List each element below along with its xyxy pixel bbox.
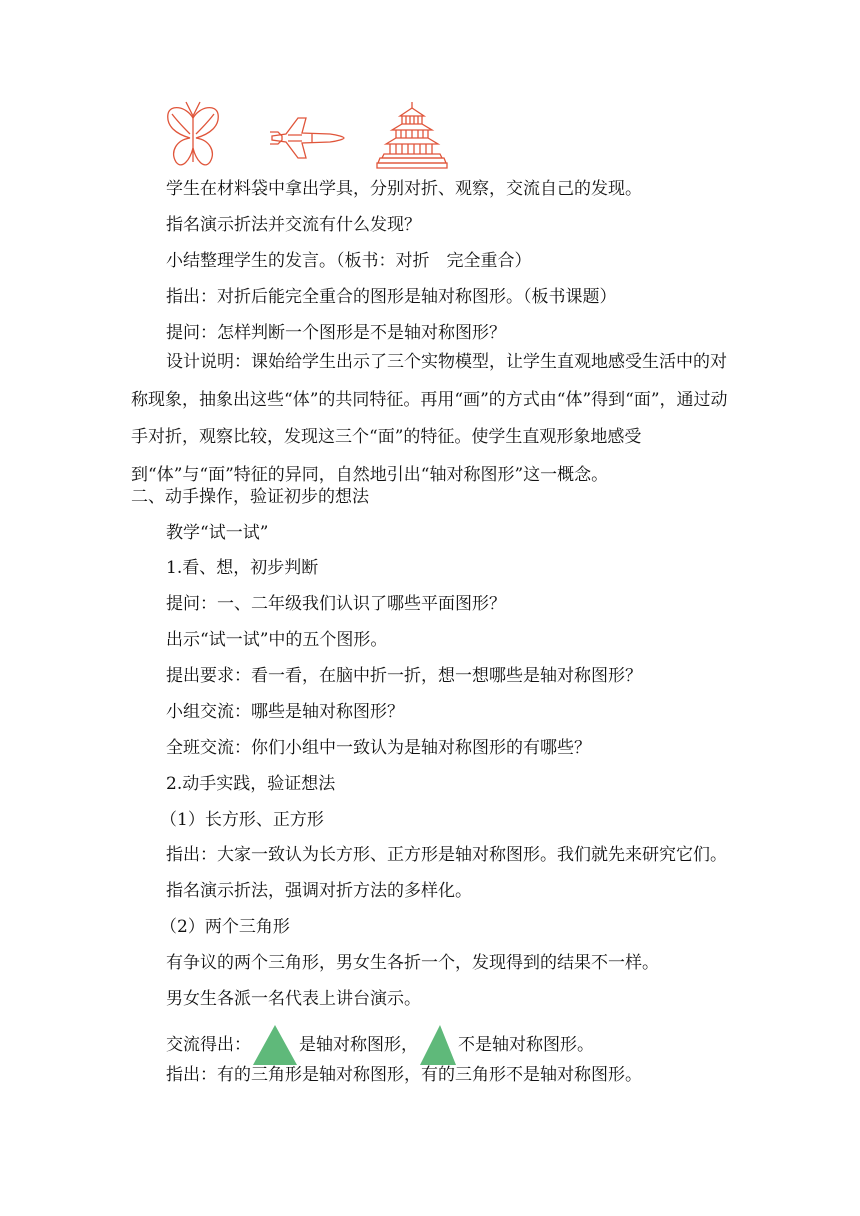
text-line: 指出：有的三角形是轴对称图形，有的三角形不是轴对称图形。 xyxy=(166,1065,642,1085)
isosceles-triangle-icon xyxy=(251,1023,299,1067)
conclusion-suffix: 不是轴对称图形。 xyxy=(458,1035,594,1055)
text-line: 指名演示折法，强调对折方法的多样化。 xyxy=(166,881,472,901)
section-heading: 二、动手操作，验证初步的想法 xyxy=(131,487,369,507)
text-line: 小结整理学生的发言。（板书：对折 完全重合） xyxy=(166,251,532,271)
text-line: 小组交流：哪些是轴对称图形？ xyxy=(166,702,404,722)
subsection-heading: 2.动手实践，验证想法 xyxy=(166,774,336,794)
conclusion-mid: 是轴对称图形， xyxy=(299,1035,418,1055)
text-line: 全班交流：你们小组中一致认为是轴对称图形的有哪些？ xyxy=(166,738,591,758)
text-line: 指名演示折法并交流有什么发现？ xyxy=(166,215,421,235)
text-line: 男女生各派一名代表上讲台演示。 xyxy=(166,989,421,1009)
text-line: （1）长方形、正方形 xyxy=(160,810,324,830)
text-line: 提出要求：看一看，在脑中折一折，想一想哪些是轴对称图形？ xyxy=(166,666,642,686)
object-icons-row xyxy=(160,100,480,172)
temple-icon xyxy=(376,100,448,172)
text-line: 指出：大家一致认为长方形、正方形是轴对称图形。我们就先来研究它们。 xyxy=(166,845,727,865)
text-line: （2）两个三角形 xyxy=(160,917,290,937)
design-note-text: 设计说明：课始给学生出示了三个实物模型，让学生直观地感受生活中的对称现象，抽象出这些“体”的共同特征。再用“画”的方式由“体”得到“面”，通过动手对折，观察比较，发现这三个“面”的特征。使学生直观形象地感受到“体”与“面”特征的异同，自然地引出“轴对称图形”这一概念。 xyxy=(131,352,728,485)
conclusion-prefix: 交流得出： xyxy=(166,1035,251,1055)
text-line: 提问：怎样判断一个图形是不是轴对称图形？ xyxy=(166,323,506,343)
butterfly-icon xyxy=(162,100,224,172)
subsection-heading: 1.看、想，初步判断 xyxy=(166,558,319,578)
text-line: 学生在材料袋中拿出学具，分别对折、观察，交流自己的发现。 xyxy=(166,179,642,199)
text-line: 出示“试一试”中的五个图形。 xyxy=(166,630,388,650)
airplane-icon xyxy=(268,114,346,162)
text-line: 指出：对折后能完全重合的图形是轴对称图形。（板书课题） xyxy=(166,287,617,307)
text-line: 有争议的两个三角形，男女生各折一个，发现得到的结果不一样。 xyxy=(166,953,659,973)
design-note-paragraph xyxy=(131,344,743,494)
scalene-triangle-icon xyxy=(418,1023,458,1067)
text-line: 教学“试一试” xyxy=(166,523,269,543)
text-line: 提问：一、二年级我们认识了哪些平面图形？ xyxy=(166,594,506,614)
